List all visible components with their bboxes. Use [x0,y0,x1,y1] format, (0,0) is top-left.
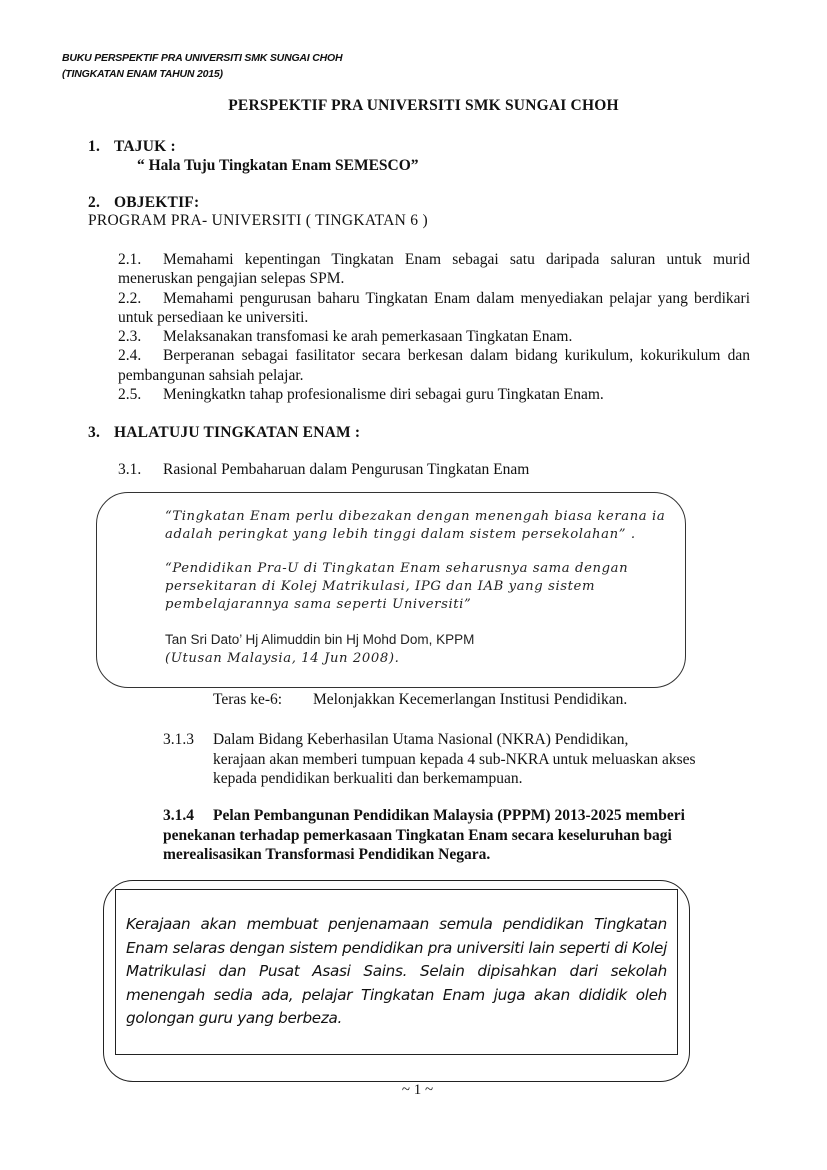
subsection-3-1-number: 3.1. [118,461,142,478]
running-header [62,50,342,82]
item-3-1-3-line-1: Dalam Bidang Keberhasilan Utama Nasional (NKRA) Pendidikan, [213,731,629,748]
objective-text: Berperanan sebagai fasilitator secara berkesan dalam bidang kurikulum, kokurikulum dan pembangunan sahsiah pelajar. [118,347,750,384]
objective-number: 2.1. [118,251,142,268]
subsection-3-1 [118,461,529,479]
section-3-title: HALATUJU TINGKATAN ENAM : [114,424,361,441]
quote-2-line-3: pembelajarannya sama seperti Universiti” [165,597,472,612]
subsection-3-1-text: Rasional Pembaharuan dalam Pengurusan Tingkatan Enam [163,461,530,478]
objective-number: 2.4. [118,347,142,365]
objective-text: Memahami kepentingan Tingkatan Enam sebagai satu daripada saluran untuk murid meneruskan pengajian selepas SPM. [118,251,750,288]
teras-line [213,691,627,709]
quote-1-line-1: “Tingkatan Enam perlu dibezakan dengan menengah biasa kerana ia [165,509,666,524]
objective-item [118,327,750,346]
objective-text: Memahami pengurusan baharu Tingkatan Enam dalam menyediakan pelajar yang berdikari untuk persediaan ke universiti. [118,289,750,326]
program-line: PROGRAM PRA- UNIVERSITI ( TINGKATAN 6 ) [88,212,428,229]
objective-number: 2.2. [118,289,142,307]
page-title: PERSPEKTIF PRA UNIVERSITI SMK SUNGAI CHOH [228,97,619,114]
section-2-number: 2. [88,194,101,211]
objective-item [118,385,750,404]
item-3-1-3 [163,730,763,789]
quote-2-line-2: persekitaran di Kolej Matrikulasi, IPG dan IAB yang sistem [165,579,596,594]
callout-text: Kerajaan akan membuat penjenamaan semula pendidikan Tingkatan Enam selaras dengan sistem pendidikan pra universiti lain seperti di Kolej Matrikulasi dan Pusat Asasi Sains. Selain dipisahkan dari sekolah menengah sedia ada, pelajar Tingkatan Enam juga akan dididik oleh golongan guru yang berbeza. [126,915,667,1028]
item-3-1-4-line-2: penekanan terhadap pemerkasaan Tingkatan Enam secara keseluruhan bagi [163,826,672,844]
quote-2-line-1: “Pendidikan Pra-U di Tingkatan Enam seharusnya sama dengan [165,561,629,576]
item-3-1-3-line-3: kepada pendidikan berkualiti dan berkemampuan. [213,770,523,787]
section-3-number: 3. [88,424,101,441]
tajuk-subtitle: “ Hala Tuju Tingkatan Enam SEMESCO” [137,157,419,174]
objective-number: 2.3. [118,328,142,346]
objective-number: 2.5. [118,386,142,404]
running-header-line-1: BUKU PERSPEKTIF PRA UNIVERSITI SMK SUNGAI CHOH [62,52,343,64]
section-2-title: OBJEKTIF: [114,194,200,211]
section-3-heading [88,424,360,442]
objective-item [118,346,750,385]
objectives-list [118,250,750,404]
section-1-number: 1. [88,138,101,155]
item-3-1-3-number: 3.1.3 [163,731,194,748]
teras-label: Teras ke-6: [213,691,283,708]
page-number: ~ 1 ~ [401,1082,434,1098]
quote-1-line-2: adalah peringkat yang lebih tinggi dalam sistem persekolahan” . [165,527,636,542]
item-3-1-3-line-2: kerajaan akan memberi tumpuan kepada 4 sub-NKRA untuk meluaskan akses [213,750,696,768]
quote-author: Tan Sri Dato’ Hj Alimuddin bin Hj Mohd Dom, KPPM [165,632,475,647]
objective-item [118,250,750,289]
item-3-1-4-line-3: merealisasikan Transformasi Pendidikan Negara. [163,846,491,863]
objective-item [118,289,750,328]
item-3-1-4-number: 3.1.4 [163,807,194,824]
teras-text: Melonjakkan Kecemerlangan Institusi Pendidikan. [313,691,628,708]
quote-source: (Utusan Malaysia, 14 Jun 2008). [165,651,400,666]
item-3-1-4 [163,806,743,865]
item-3-1-4-line-1: Pelan Pembangunan Pendidikan Malaysia (PPPM) 2013-2025 memberi [213,807,685,824]
running-header-line-2: (TINGKATAN ENAM TAHUN 2015) [62,68,223,80]
objective-text: Meningkatkn tahap profesionalisme diri sebagai guru Tingkatan Enam. [163,386,604,404]
section-1-title: TAJUK : [114,138,176,155]
section-2-heading [88,194,199,212]
section-1-heading [88,138,176,156]
objective-text: Melaksanakan transfomasi ke arah pemerkasaan Tingkatan Enam. [163,328,573,346]
